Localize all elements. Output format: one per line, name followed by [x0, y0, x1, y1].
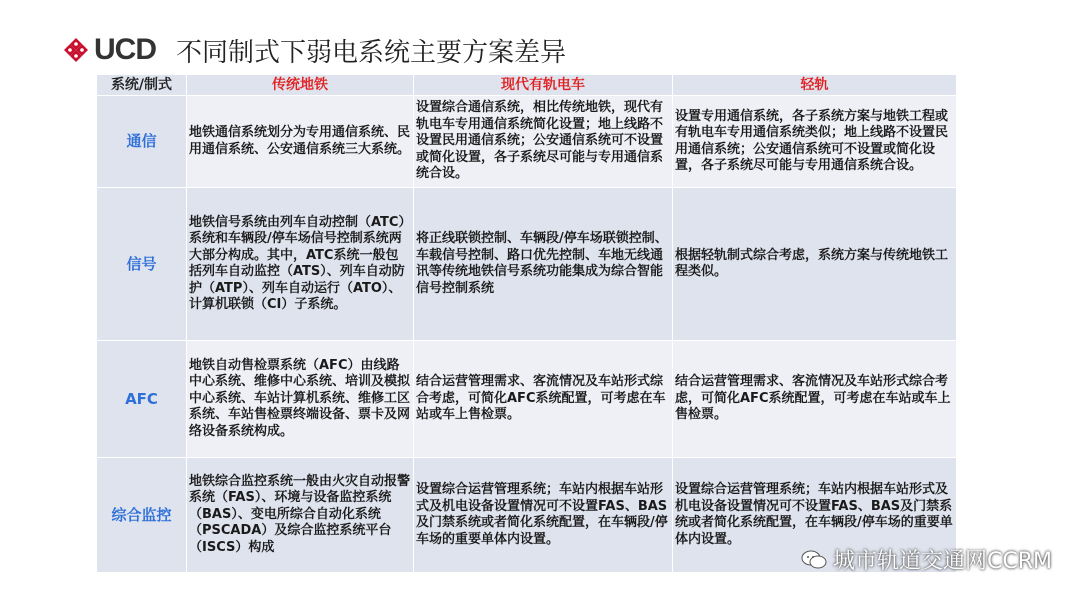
table-cell: 结合运营管理需求、客流情况及车站形式综合考虑，可简化AFC系统配置，可考虑在车站或车上售检票。 [414, 341, 673, 458]
table-cell: 结合运营管理需求、客流情况及车站形式综合考虑，可简化AFC系统配置，可考虑在车站或车上售检票。 [673, 341, 957, 458]
column-header-metro: 传统地铁 [187, 75, 414, 96]
table-cell: 设置综合通信系统，相比传统地铁，现代有轨电车专用通信系统简化设置；地上线路不设置民用通信系统；公安通信系统可不设置或简化设置，各子系统尽可能与专用通信系统合设。 [414, 96, 673, 188]
comparison-table [96, 74, 957, 573]
table-row [97, 96, 957, 188]
table-cell: 地铁自动售检票系统（AFC）由线路中心系统、维修中心系统、培训及模拟中心系统、车站计算机系统、维修工区系统、车站售检票终端设备、票卡及网络设备系统构成。 [187, 341, 414, 458]
row-header-afc: AFC [97, 341, 187, 458]
logo-text: UCD [94, 33, 156, 66]
table-cell: 地铁通信系统划分为专用通信系统、民用通信系统、公安通信系统三大系统。 [187, 96, 414, 188]
row-header-integrated-monitoring: 综合监控 [97, 458, 187, 573]
page-title: 不同制式下弱电系统主要方案差异 [176, 37, 567, 68]
row-header-signal: 信号 [97, 188, 187, 341]
table-cell: 地铁综合监控系统一般由火灾自动报警系统（FAS）、环境与设备监控系统（BAS）、变电所综合自动化系统（PSCADA）及综合监控系统平台（ISCS）构成 [187, 458, 414, 573]
column-header-system: 系统/制式 [97, 75, 187, 96]
table-cell: 设置综合运营管理系统；车站内根据车站形式及机电设备设置情况可不设置FAS、BAS及门禁系统或者简化系统配置，在车辆段/停车场的重要单体内设置。 [414, 458, 673, 573]
logo [62, 33, 176, 67]
table-cell: 设置专用通信系统，各子系统方案与地铁工程或有轨电车专用通信系统类似；地上线路不设置民用通信系统；公安通信系统可不设置或简化设置，各子系统尽可能与专用通信系统合设。 [673, 96, 957, 188]
table-row [97, 341, 957, 458]
slide-header [62, 30, 566, 70]
watermark [801, 544, 1052, 575]
column-header-tram: 现代有轨电车 [414, 75, 673, 96]
wechat-icon [801, 549, 827, 571]
column-header-lrt: 轻轨 [673, 75, 957, 96]
table-cell: 将正线联锁控制、车辆段/停车场联锁控制、车载信号控制、路口优先控制、车地无线通讯等传统地铁信号系统功能集成为综合智能信号控制系统 [414, 188, 673, 341]
watermark-text: 城市轨道交通网CCRM [833, 549, 1052, 574]
table-cell: 设置综合运营管理系统；车站内根据车站形式及机电设备设置情况可不设置FAS、BAS及门禁系统或者简化系统配置，在车辆段/停车场的重要单体内设置。 [673, 458, 957, 573]
ucd-logo-icon [62, 36, 90, 64]
table-cell: 根据轻轨制式综合考虑，系统方案与传统地铁工程类似。 [673, 188, 957, 341]
table-row [97, 188, 957, 341]
table-cell: 地铁信号系统由列车自动控制（ATC）系统和车辆段/停车场信号控制系统两大部分构成。其中，ATC系统一般包括列车自动监控（ATS）、列车自动防护（ATP）、列车自动运行（ATO）、计算机联锁（CI）子系统。 [187, 188, 414, 341]
table-header-row [97, 75, 957, 96]
row-header-communication: 通信 [97, 96, 187, 188]
